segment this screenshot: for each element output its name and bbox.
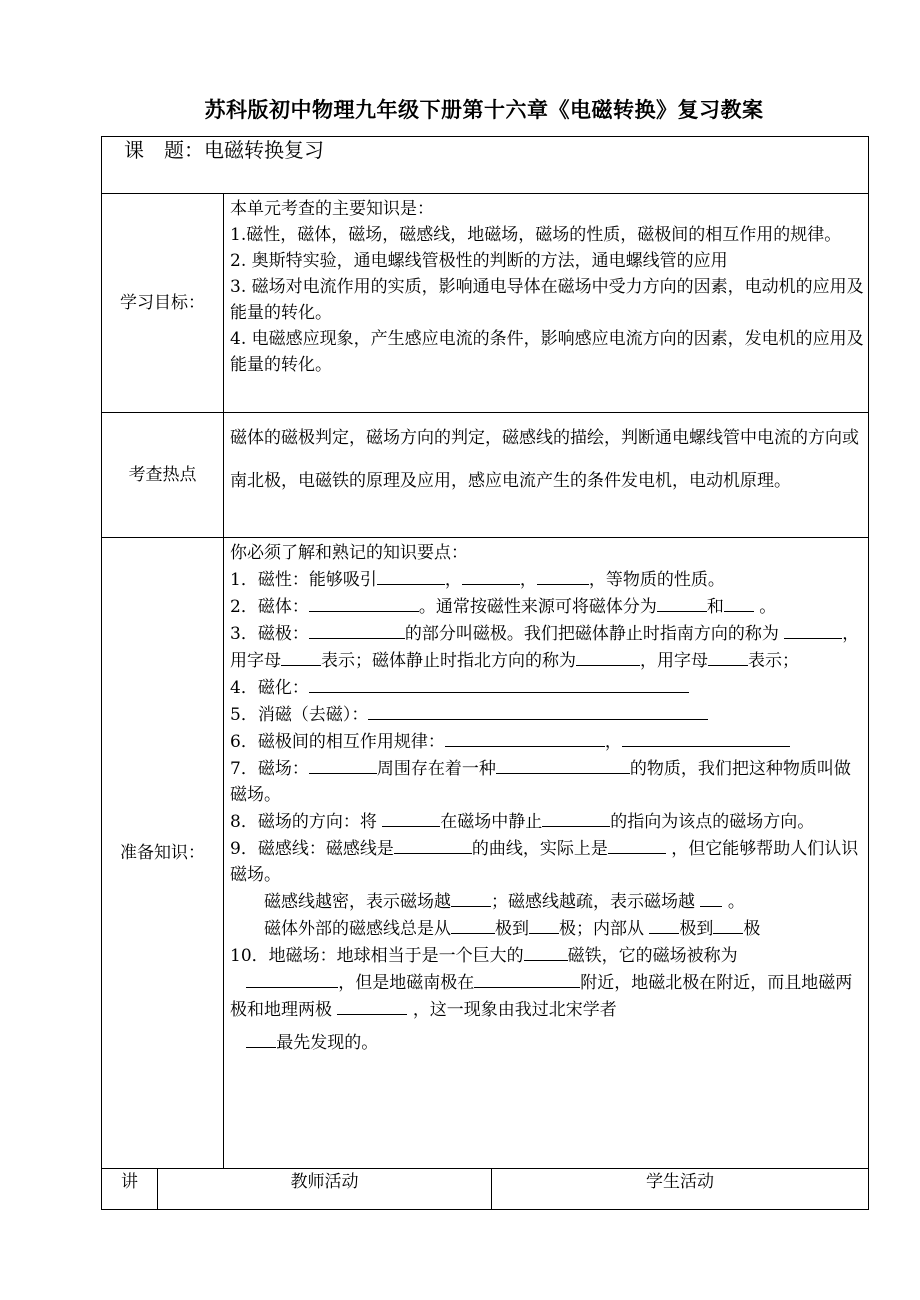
item-text: 极；内部从: [559, 919, 644, 939]
fill-blank: [608, 835, 666, 854]
item-text: 4．磁化：: [230, 678, 309, 698]
item-text: 的部分叫磁极。我们把磁体静止时指南方向的称为: [404, 624, 779, 644]
knowledge-item-9-density: [230, 888, 866, 915]
fill-blank: [524, 942, 568, 961]
course-label: 课 题：: [124, 138, 204, 162]
knowledge-item-6: [230, 728, 866, 755]
item-text: 5．消磁（去磁）：: [230, 705, 369, 725]
fill-blank: [309, 755, 377, 774]
hotspots-content: [224, 413, 869, 538]
fill-blank: [462, 566, 520, 585]
item-text: 在磁场中静止: [440, 812, 543, 832]
item-text: 10．地磁场：地球相当于是一个巨大的: [230, 946, 524, 966]
objectives-content: [224, 194, 869, 413]
fill-blank: [309, 674, 689, 693]
item-text: 极到: [679, 919, 714, 939]
activity-header-row: [102, 1169, 869, 1210]
item-text: 9．磁感线：磁感线是: [230, 839, 394, 859]
fill-blank: [622, 728, 790, 747]
item-text: ，但它能够帮助人们认识磁场。: [230, 839, 859, 885]
item-text: 和: [706, 597, 724, 617]
fill-blank: [724, 593, 754, 612]
objectives-line: 2. 奥斯特实验，通电螺线管极性的判断的方法，通电螺线管的应用: [230, 251, 728, 271]
document-title: 苏科版初中物理九年级下册第十六章《电磁转换》复习教案: [204, 97, 764, 122]
knowledge-item-9: [230, 835, 866, 888]
fill-blank: [529, 915, 559, 934]
course-row: [102, 137, 869, 194]
item-text: ，用字母: [230, 624, 860, 671]
fill-blank: [451, 888, 491, 907]
hotspots-text: 磁体的磁极判定，磁场方向的判定，磁感线的描绘，判断通电螺线管中电流的方向或南北极，电磁铁的原理及应用，感应电流产生的条件发电机，电动机原理。: [230, 428, 859, 491]
lesson-plan-table: [101, 136, 869, 1210]
item-text: 磁体外部的磁感线总是从: [264, 919, 451, 939]
lecture-cell: 讲: [102, 1169, 158, 1210]
fill-blank: [649, 915, 679, 934]
objectives-row: [102, 194, 869, 413]
fill-blank: [713, 915, 743, 934]
course-cell: [102, 137, 869, 194]
item-text: 的物质，我们把这种物质叫做磁场。: [230, 759, 851, 805]
hotspots-label: 考查热点: [102, 413, 224, 538]
fill-blank: [537, 566, 589, 585]
item-text: ，等物质的性质。: [588, 570, 725, 590]
objectives-line: 3. 磁场对电流作用的实质，影响通电导体在磁场中受力方向的因素，电动机的应用及能量的转化。: [230, 277, 864, 323]
knowledge-item-4: [230, 674, 866, 701]
fill-blank: [337, 996, 407, 1015]
fill-blank: [394, 835, 472, 854]
knowledge-item-10-end: [230, 1029, 866, 1056]
fill-blank: [474, 969, 580, 988]
knowledge-item-1: [230, 566, 866, 593]
item-text: ，: [604, 732, 622, 752]
item-text: 6．磁极间的相互作用规律：: [230, 732, 445, 752]
item-text: ，用字母: [640, 651, 708, 671]
item-text: 磁铁，它的磁场被称为: [567, 946, 738, 966]
fill-blank: [445, 728, 605, 747]
item-text: 周围存在着一种: [376, 759, 496, 779]
objectives-line: 本单元考查的主要知识是：: [230, 199, 434, 219]
hotspots-row: [102, 413, 869, 538]
fill-blank: [309, 593, 419, 612]
preparation-label: 准备知识：: [102, 538, 224, 1169]
item-text: 3．磁极：: [230, 624, 309, 644]
fill-blank: [542, 808, 610, 827]
knowledge-item-8: [230, 808, 866, 835]
objectives-label: 学习目标：: [102, 194, 224, 413]
teacher-activity-header: 教师活动: [158, 1169, 492, 1210]
item-text: 的指向为该点的磁场方向。: [610, 812, 815, 832]
item-text: ；磁感线越疏，表示磁场越: [491, 892, 695, 912]
fill-blank: [309, 620, 405, 639]
fill-blank: [700, 888, 722, 907]
fill-blank: [451, 915, 495, 934]
item-text: ，但是地磁南极在: [338, 973, 475, 993]
knowledge-item-5: [230, 701, 866, 728]
knowledge-item-3: [230, 620, 866, 674]
fill-blank: [657, 593, 707, 612]
item-text: ，这一现象由我过北宋学者: [412, 1000, 617, 1020]
item-text: 磁感线越密，表示磁场越: [264, 892, 451, 912]
fill-blank: [246, 969, 338, 988]
item-text: ，: [519, 570, 537, 590]
preparation-intro: 你必须了解和熟记的知识要点：: [230, 543, 468, 563]
fill-blank: [382, 808, 440, 827]
item-text: 最先发现的。: [276, 1033, 379, 1053]
preparation-content: [224, 538, 869, 1169]
item-text: 极到: [495, 919, 529, 939]
knowledge-item-7: [230, 755, 866, 808]
item-text: 的曲线，实际上是: [471, 839, 608, 859]
item-text: 。: [759, 597, 777, 617]
knowledge-item-2: [230, 593, 866, 620]
fill-blank: [368, 701, 708, 720]
item-text: 8．磁场的方向：将: [230, 812, 377, 832]
item-text: 7．磁场：: [230, 759, 309, 779]
item-text: 极: [743, 919, 761, 939]
item-text: 。通常按磁性来源可将磁体分为: [418, 597, 657, 617]
fill-blank: [281, 647, 321, 666]
item-text: ，: [444, 570, 462, 590]
fill-blank: [377, 566, 445, 585]
preparation-row: [102, 538, 869, 1169]
item-text: 1．磁性：能够吸引: [230, 570, 377, 590]
fill-blank: [496, 755, 630, 774]
objectives-line: 4. 电磁感应现象，产生感应电流的条件，影响感应电流方向的因素，发电机的应用及能量的转化。: [230, 329, 864, 375]
item-text: 2．磁体：: [230, 597, 309, 617]
objectives-line: 1.磁性，磁体，磁场，磁感线，地磁场，磁场的性质，磁极间的相互作用的规律。: [230, 225, 842, 245]
fill-blank: [576, 647, 640, 666]
item-text: 表示；: [748, 651, 799, 671]
fill-blank: [784, 620, 842, 639]
item-text: 表示；磁体静止时指北方向的称为: [321, 651, 576, 671]
knowledge-item-10: [230, 942, 866, 1023]
fill-blank: [708, 647, 748, 666]
student-activity-header: 学生活动: [492, 1169, 869, 1210]
item-text: 。: [727, 892, 745, 912]
fill-blank: [246, 1029, 276, 1048]
item-text: 附近，地磁北极在附近，而且地磁两极和地理两极: [230, 973, 853, 1020]
course-value: 电磁转换复习: [204, 138, 324, 162]
knowledge-item-9-direction: [230, 915, 866, 942]
